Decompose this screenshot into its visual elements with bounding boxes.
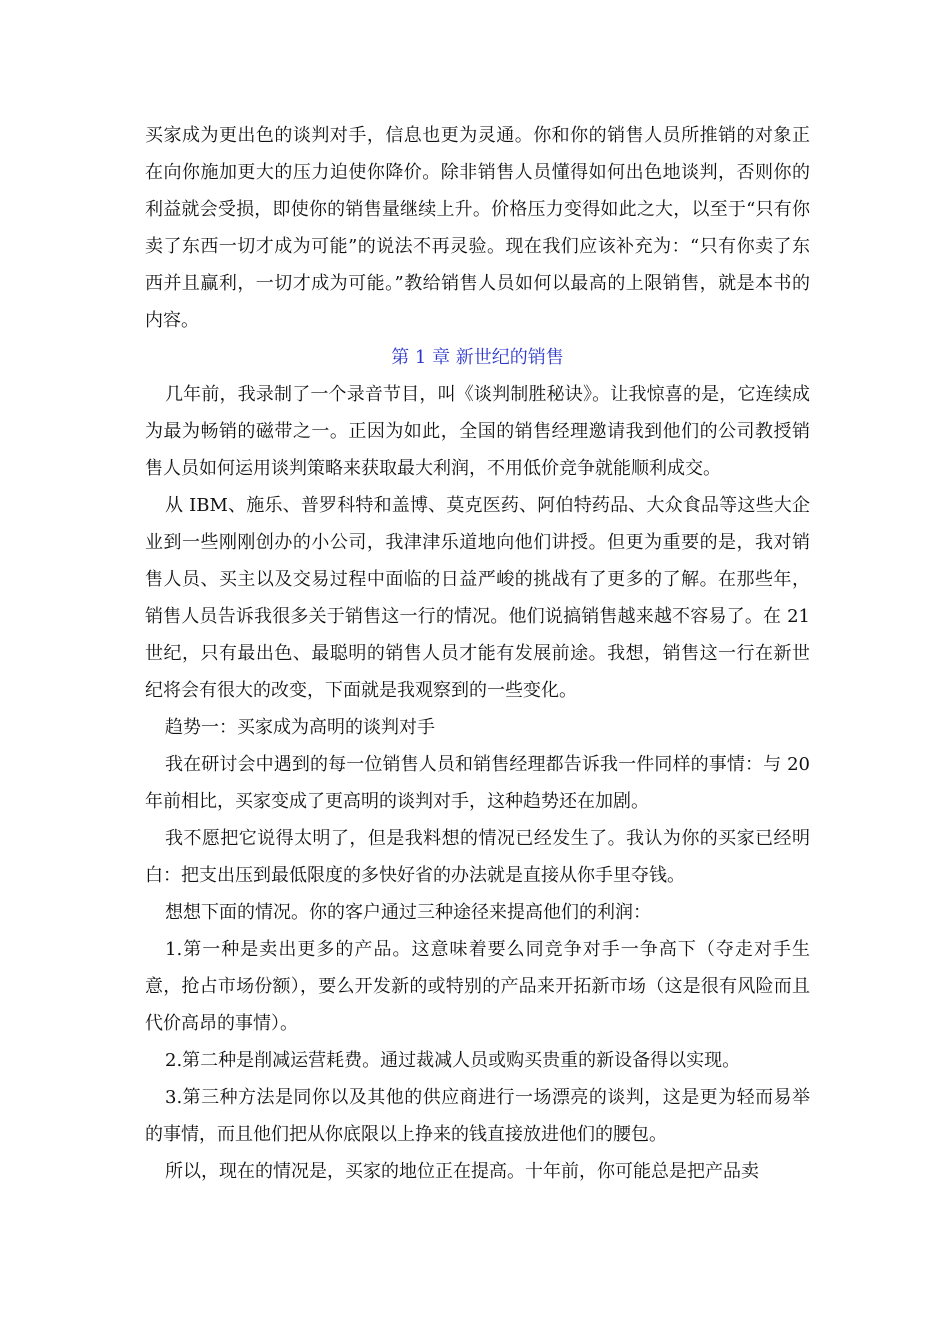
body-paragraph: 从 IBM、施乐、普罗科特和盖博、莫克医药、阿伯特药品、大众食品等这些大企业到一些刚刚创办的小公司，我津津乐道地向他们讲授。但更为重要的是，我对销售人员、买主以及交易过程中面临的日益严峻的挑战有了更多的了解。在那些年，销售人员告诉我很多关于销售这一行的情况。他们说搞销售越来越不容易了。在 21 世纪，只有最出色、最聪明的销售人员才能有发展前途。我想，销售这一行在新世纪将会有很大的改变，下面就是我观察到的一些变化。 xyxy=(145,495,810,701)
body-paragraph: 所以，现在的情况是，买家的地位正在提高。十年前，你可能总是把产品卖 xyxy=(165,1161,759,1182)
body-paragraph: 想想下面的情况。你的客户通过三种途径来提高他们的利润： xyxy=(165,902,651,923)
list-item: 3.第三种方法是同你以及其他的供应商进行一场漂亮的谈判，这是更为轻而易举的事情，而且他们把从你底限以上挣来的钱直接放进他们的腰包。 xyxy=(145,1087,810,1145)
document-page xyxy=(145,117,810,1190)
list-item: 1.第一种是卖出更多的产品。这意味着要么同竞争对手一争高下（夺走对手生意，抢占市场份额），要么开发新的或特别的产品来开拓新市场（这是很有风险而且代价高昂的事情）。 xyxy=(145,939,810,1034)
body-paragraph: 我在研讨会中遇到的每一位销售人员和销售经理都告诉我一件同样的事情：与 20 年前相比，买家变成了更高明的谈判对手，这种趋势还在加剧。 xyxy=(145,754,810,812)
list-item: 2.第二种是削减运营耗费。通过裁减人员或购买贵重的新设备得以实现。 xyxy=(165,1050,741,1071)
section-heading-trend-one: 趋势一：买家成为高明的谈判对手 xyxy=(165,717,435,738)
body-paragraph: 几年前，我录制了一个录音节目，叫《谈判制胜秘诀》。让我惊喜的是，它连续成为最为畅销的磁带之一。正因为如此，全国的销售经理邀请我到他们的公司教授销售人员如何运用谈判策略来获取最大利润，不用低价竞争就能顺利成交。 xyxy=(145,384,810,479)
body-paragraph: 我不愿把它说得太明了，但是我料想的情况已经发生了。我认为你的买家已经明白：把支出压到最低限度的多快好省的办法就是直接从你手里夺钱。 xyxy=(145,828,810,886)
intro-paragraph: 买家成为更出色的谈判对手，信息也更为灵通。你和你的销售人员所推销的对象正在向你施加更大的压力迫使你降价。除非销售人员懂得如何出色地谈判，否则你的利益就会受损，即使你的销售量继续上升。价格压力变得如此之大，以至于“只有你卖了东西一切才成为可能”的说法不再灵验。现在我们应该补充为：“只有你卖了东西并且赢利，一切才成为可能。”教给销售人员如何以最高的上限销售，就是本书的内容。 xyxy=(145,125,810,331)
chapter-heading: 第 1 章 新世纪的销售 xyxy=(391,347,564,368)
